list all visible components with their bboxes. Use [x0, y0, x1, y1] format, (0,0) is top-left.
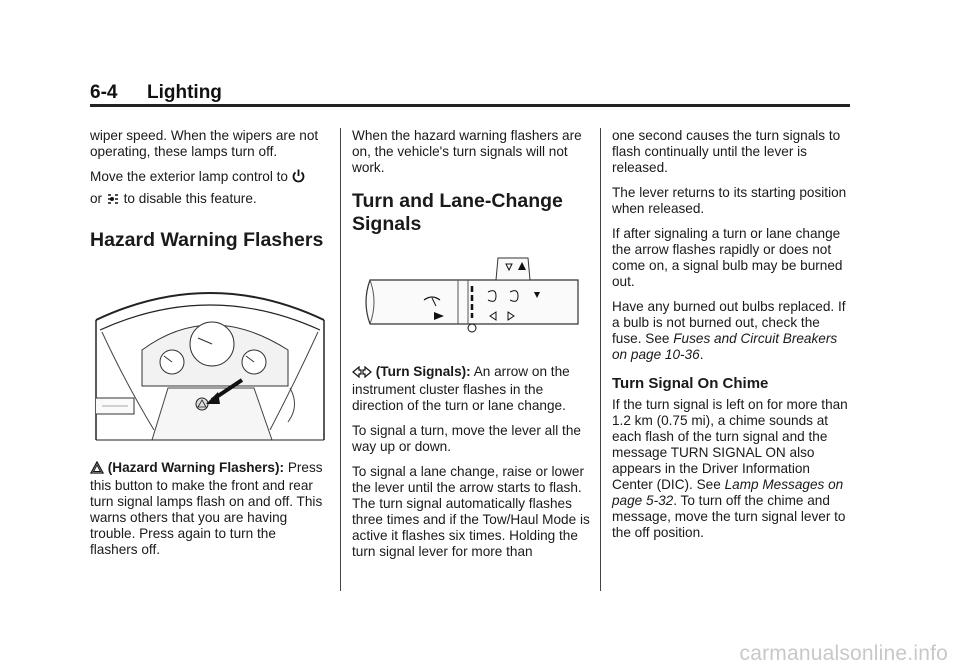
hazard-heading: Hazard Warning Flashers — [90, 229, 324, 251]
turn-signal-lever-illustration — [360, 252, 588, 350]
col1-or-paragraph — [90, 191, 326, 209]
col3-p4 — [612, 299, 852, 363]
dashboard-illustration — [94, 280, 330, 442]
watermark: carmanualsonline.info — [739, 642, 948, 665]
hazard-triangle-icon — [90, 461, 104, 478]
section-title: Lighting — [147, 82, 222, 103]
turn-signals-paragraph — [352, 364, 590, 414]
power-off-icon — [292, 169, 305, 187]
dashboard-drawing — [94, 280, 326, 442]
column-2 — [352, 128, 590, 569]
col2-p3: To signal a lane change, raise or lower the lever until the arrow starts to flash. The turn signal automatically flashes three times and if the Tow/Haul Mode is active it flashes six times. Holding the turn signal lever for more than — [352, 464, 590, 559]
lever-drawing — [360, 252, 586, 350]
fuses-cross-reference[interactable]: Fuses and Circuit Breakers on page 10-36 — [612, 331, 838, 362]
col1-disable-text: to disable this feature. — [123, 191, 257, 206]
lamp-messages-cross-reference[interactable]: Lamp Messages on page 5-32 — [612, 477, 844, 508]
hazard-paragraph — [90, 460, 326, 558]
col2-p2: To signal a turn, move the lever all the way up or down. — [352, 423, 581, 454]
col3-p2: The lever returns to its starting position when released. — [612, 185, 847, 216]
col3-p3: If after signaling a turn or lane change the arrow flashes rapidly or does not come on, a signal bulb may be burned out. — [612, 226, 843, 289]
col1-move-text: Move the exterior lamp control to — [90, 169, 288, 184]
column-divider-1 — [340, 128, 341, 591]
col1-or-text: or — [90, 191, 103, 206]
header-rule — [90, 104, 850, 107]
turn-lane-heading-line2: Signals — [352, 213, 422, 235]
turn-arrows-icon — [352, 366, 372, 382]
column-3 — [612, 128, 852, 550]
turn-signals-body: An arrow on the instrument cluster flashes in the direction of the turn or lane change. — [352, 364, 570, 413]
col3-p5 — [612, 397, 852, 541]
column-divider-2 — [600, 128, 601, 591]
col3-p5-text: If the turn signal is left on for more than 1.2 km (0.75 mi), a chime sounds at each flash of the turn signal and the message TURN SIGNAL ON also appears in the Driver Information Center (DIC). See — [612, 397, 848, 492]
col1-intro: wiper speed. When the wipers are not operating, these lamps turn off. — [90, 128, 319, 159]
col3-p4-end: . — [699, 347, 704, 362]
col2-intro: When the hazard warning flashers are on, the vehicle's turn signals will not work. — [352, 128, 582, 175]
column-1 — [90, 128, 326, 567]
col3-p1: one second causes the turn signals to flash continually until the lever is released. — [612, 128, 841, 175]
turn-signals-label: (Turn Signals): — [375, 364, 471, 379]
turn-lane-heading — [352, 190, 590, 236]
section-number: 6-4 — [90, 82, 118, 103]
col3-p5-end: . To turn off the chime and message, move the turn signal lever to the off position. — [612, 493, 846, 540]
turn-signal-chime-heading: Turn Signal On Chime — [612, 375, 769, 392]
hazard-body: Press this button to make the front and rear turn signal lamps flash on and off. This warns others that you are having trouble. Press again to turn the flashers off. — [90, 460, 323, 557]
parking-lamp-icon — [106, 193, 120, 209]
page-header — [90, 80, 850, 106]
col1-move-paragraph — [90, 169, 326, 187]
col3-p4-text: Have any burned out bulbs replaced. If a bulb is not burned out, check the fuse. See — [612, 299, 846, 346]
hazard-label: (Hazard Warning Flashers): — [107, 460, 285, 475]
turn-lane-heading-line1: Turn and Lane-Change — [352, 190, 563, 212]
